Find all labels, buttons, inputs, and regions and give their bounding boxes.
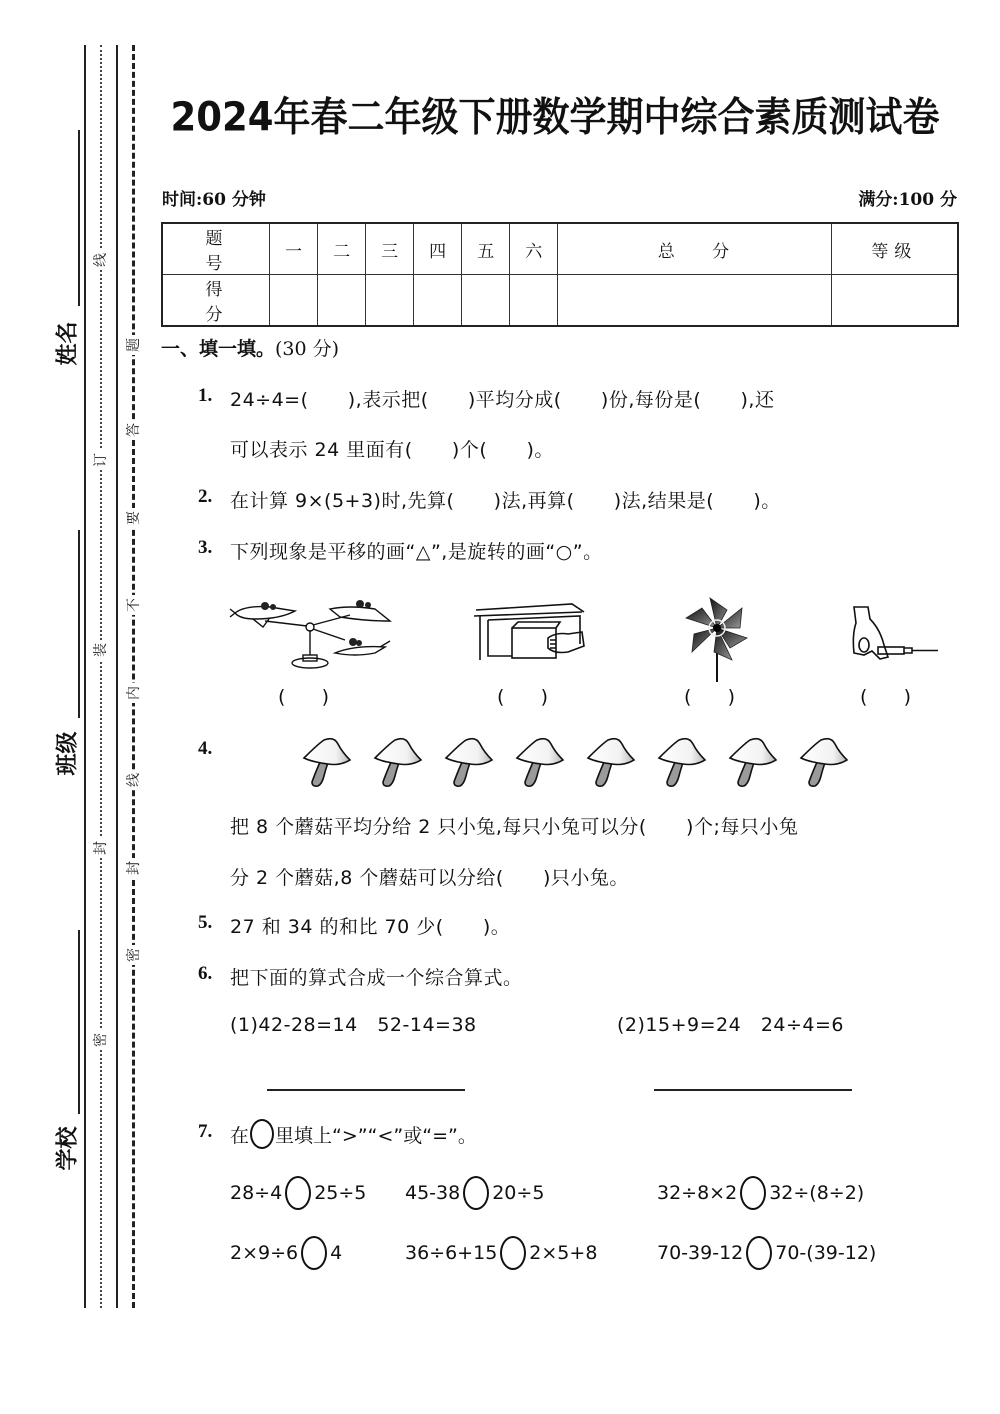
section-title-text: 一、填一填。 [161,338,276,360]
answer-line-part-2[interactable] [654,1089,852,1091]
seal-dotted-line [100,45,102,1308]
row-header-score: 得 分 [162,275,270,327]
question-number: 5. [198,912,213,933]
name-label: 姓名 [55,321,81,366]
comparison-circle[interactable] [740,1176,766,1210]
mushroom-icon [584,736,638,788]
seal-char: 线 [91,250,111,270]
warning-dashed-line [132,45,135,1308]
comparison-left: 28÷4 [230,1182,283,1204]
school-label: 学校 [55,1126,81,1171]
question-7-instruction [230,1119,477,1149]
mushroom-row [300,736,851,788]
comparison-left: 70-39-12 [657,1242,744,1264]
instruction-text: 在 [230,1124,250,1147]
warning-char: 不 [124,595,144,615]
mushroom-icon [726,736,780,788]
question-1-line-1: 24÷4=( ),表示把( )平均分成( )份,每份是( ),还 [230,389,775,411]
answer-blank[interactable]: ( ) [278,686,330,708]
col-header-total: 总 分 [558,223,831,275]
score-table [161,222,959,327]
col-header: 四 [414,223,462,275]
comparison-right: 32÷(8÷2) [769,1182,865,1204]
question-number: 4. [198,738,213,759]
question-4-line-1: 把 8 个蘑菇平均分给 2 只小兔,每只小兔可以分( )个;每只小兔 [230,816,799,838]
col-header: 六 [510,223,558,275]
question-6-part-1: (1)42-28=14 52-14=38 [230,1014,477,1036]
comparison [657,1176,864,1210]
question-6-part-2: (2)15+9=24 24÷4=6 [617,1014,845,1036]
warning-char: 封 [124,858,144,878]
comparison-left: 36÷6+15 [405,1242,498,1264]
score-cell[interactable] [510,275,558,327]
score-table-score-row [162,275,958,327]
score-cell[interactable] [366,275,414,327]
question-number: 2. [198,486,213,507]
seal-char: 封 [91,838,111,858]
comparison-left: 32÷8×2 [657,1182,738,1204]
score-cell[interactable] [462,275,510,327]
row-header-question-no: 题 号 [162,223,270,275]
margin-inner-line [116,45,118,1308]
instruction-text: 里填上“>”“<”或“=”。 [275,1124,477,1147]
full-score: 满分:100 分 [858,190,957,210]
mushroom-icon [442,736,496,788]
comparison-right: 2×5+8 [529,1242,598,1264]
question-number: 7. [198,1121,213,1142]
answer-blank[interactable]: ( ) [497,686,549,708]
comparison-right: 70-(39-12) [775,1242,877,1264]
question-number: 6. [198,963,213,984]
comparison-right: 25÷5 [314,1182,367,1204]
comparison-right: 20÷5 [492,1182,545,1204]
mushroom-icon [797,736,851,788]
comparison-circle[interactable] [301,1236,327,1270]
comparison [405,1236,597,1270]
comparison-right: 4 [330,1242,343,1264]
comparison-left: 2×9÷6 [230,1242,299,1264]
pinwheel-icon [682,590,752,685]
warning-char: 题 [124,335,144,355]
question-number: 3. [198,537,213,558]
seal-char: 装 [91,640,111,660]
time-limit: 时间:60 分钟 [162,190,266,210]
comparison-left: 45-38 [405,1182,461,1204]
question-6-line-1: 把下面的算式合成一个综合算式。 [230,967,523,989]
mushroom-icon [371,736,425,788]
mushroom-icon [300,736,354,788]
question-4-line-2: 分 2 个蘑菇,8 个蘑菇可以分给( )只小兔。 [230,867,629,889]
comparison-circle[interactable] [285,1176,311,1210]
question-3-line-1: 下列现象是平移的画“△”,是旋转的画“○”。 [230,541,603,563]
school-underline[interactable] [78,930,80,1114]
margin-outer-line [84,45,86,1308]
warning-char: 密 [124,945,144,965]
answer-blank[interactable]: ( ) [684,686,736,708]
class-underline[interactable] [78,530,80,718]
syringe-push-icon [850,605,942,665]
circle-icon [250,1119,274,1149]
score-cell[interactable] [270,275,318,327]
question-5-line-1: 27 和 34 的和比 70 少( )。 [230,916,511,938]
warning-char: 内 [124,683,144,703]
exam-title: 2024年春二年级下册数学期中综合素质测试卷 [170,93,940,141]
score-cell[interactable] [318,275,366,327]
question-2-line-1: 在计算 9×(5+3)时,先算( )法,再算( )法,结果是( )。 [230,490,781,512]
mushroom-icon [513,736,567,788]
col-header: 五 [462,223,510,275]
section-title [161,334,339,361]
drawer-pull-icon [472,598,590,668]
class-label: 班级 [55,731,81,776]
seal-char: 订 [91,450,111,470]
warning-char: 答 [124,420,144,440]
section-points: (30 分) [275,338,340,360]
warning-char: 线 [124,770,144,790]
comparison-circle[interactable] [746,1236,772,1270]
col-header: 二 [318,223,366,275]
score-table-header-row [162,223,958,275]
warning-char: 要 [124,508,144,528]
name-underline[interactable] [78,130,80,306]
answer-line-part-1[interactable] [267,1089,465,1091]
comparison [405,1176,544,1210]
question-number: 1. [198,385,213,406]
score-cell[interactable] [414,275,462,327]
score-cell[interactable] [831,275,958,327]
col-header: 三 [366,223,414,275]
mushroom-icon [655,736,709,788]
comparison-circle[interactable] [463,1176,489,1210]
carousel-airplanes-icon [225,595,395,675]
question-1-line-2: 可以表示 24 里面有( )个( )。 [230,439,554,461]
seal-char: 密 [91,1030,111,1050]
score-cell[interactable] [558,275,831,327]
comparison [230,1176,366,1210]
comparison [230,1236,342,1270]
col-header-grade: 等级 [831,223,958,275]
comparison [657,1236,876,1270]
col-header: 一 [270,223,318,275]
answer-blank[interactable]: ( ) [860,686,912,708]
comparison-circle[interactable] [500,1236,526,1270]
